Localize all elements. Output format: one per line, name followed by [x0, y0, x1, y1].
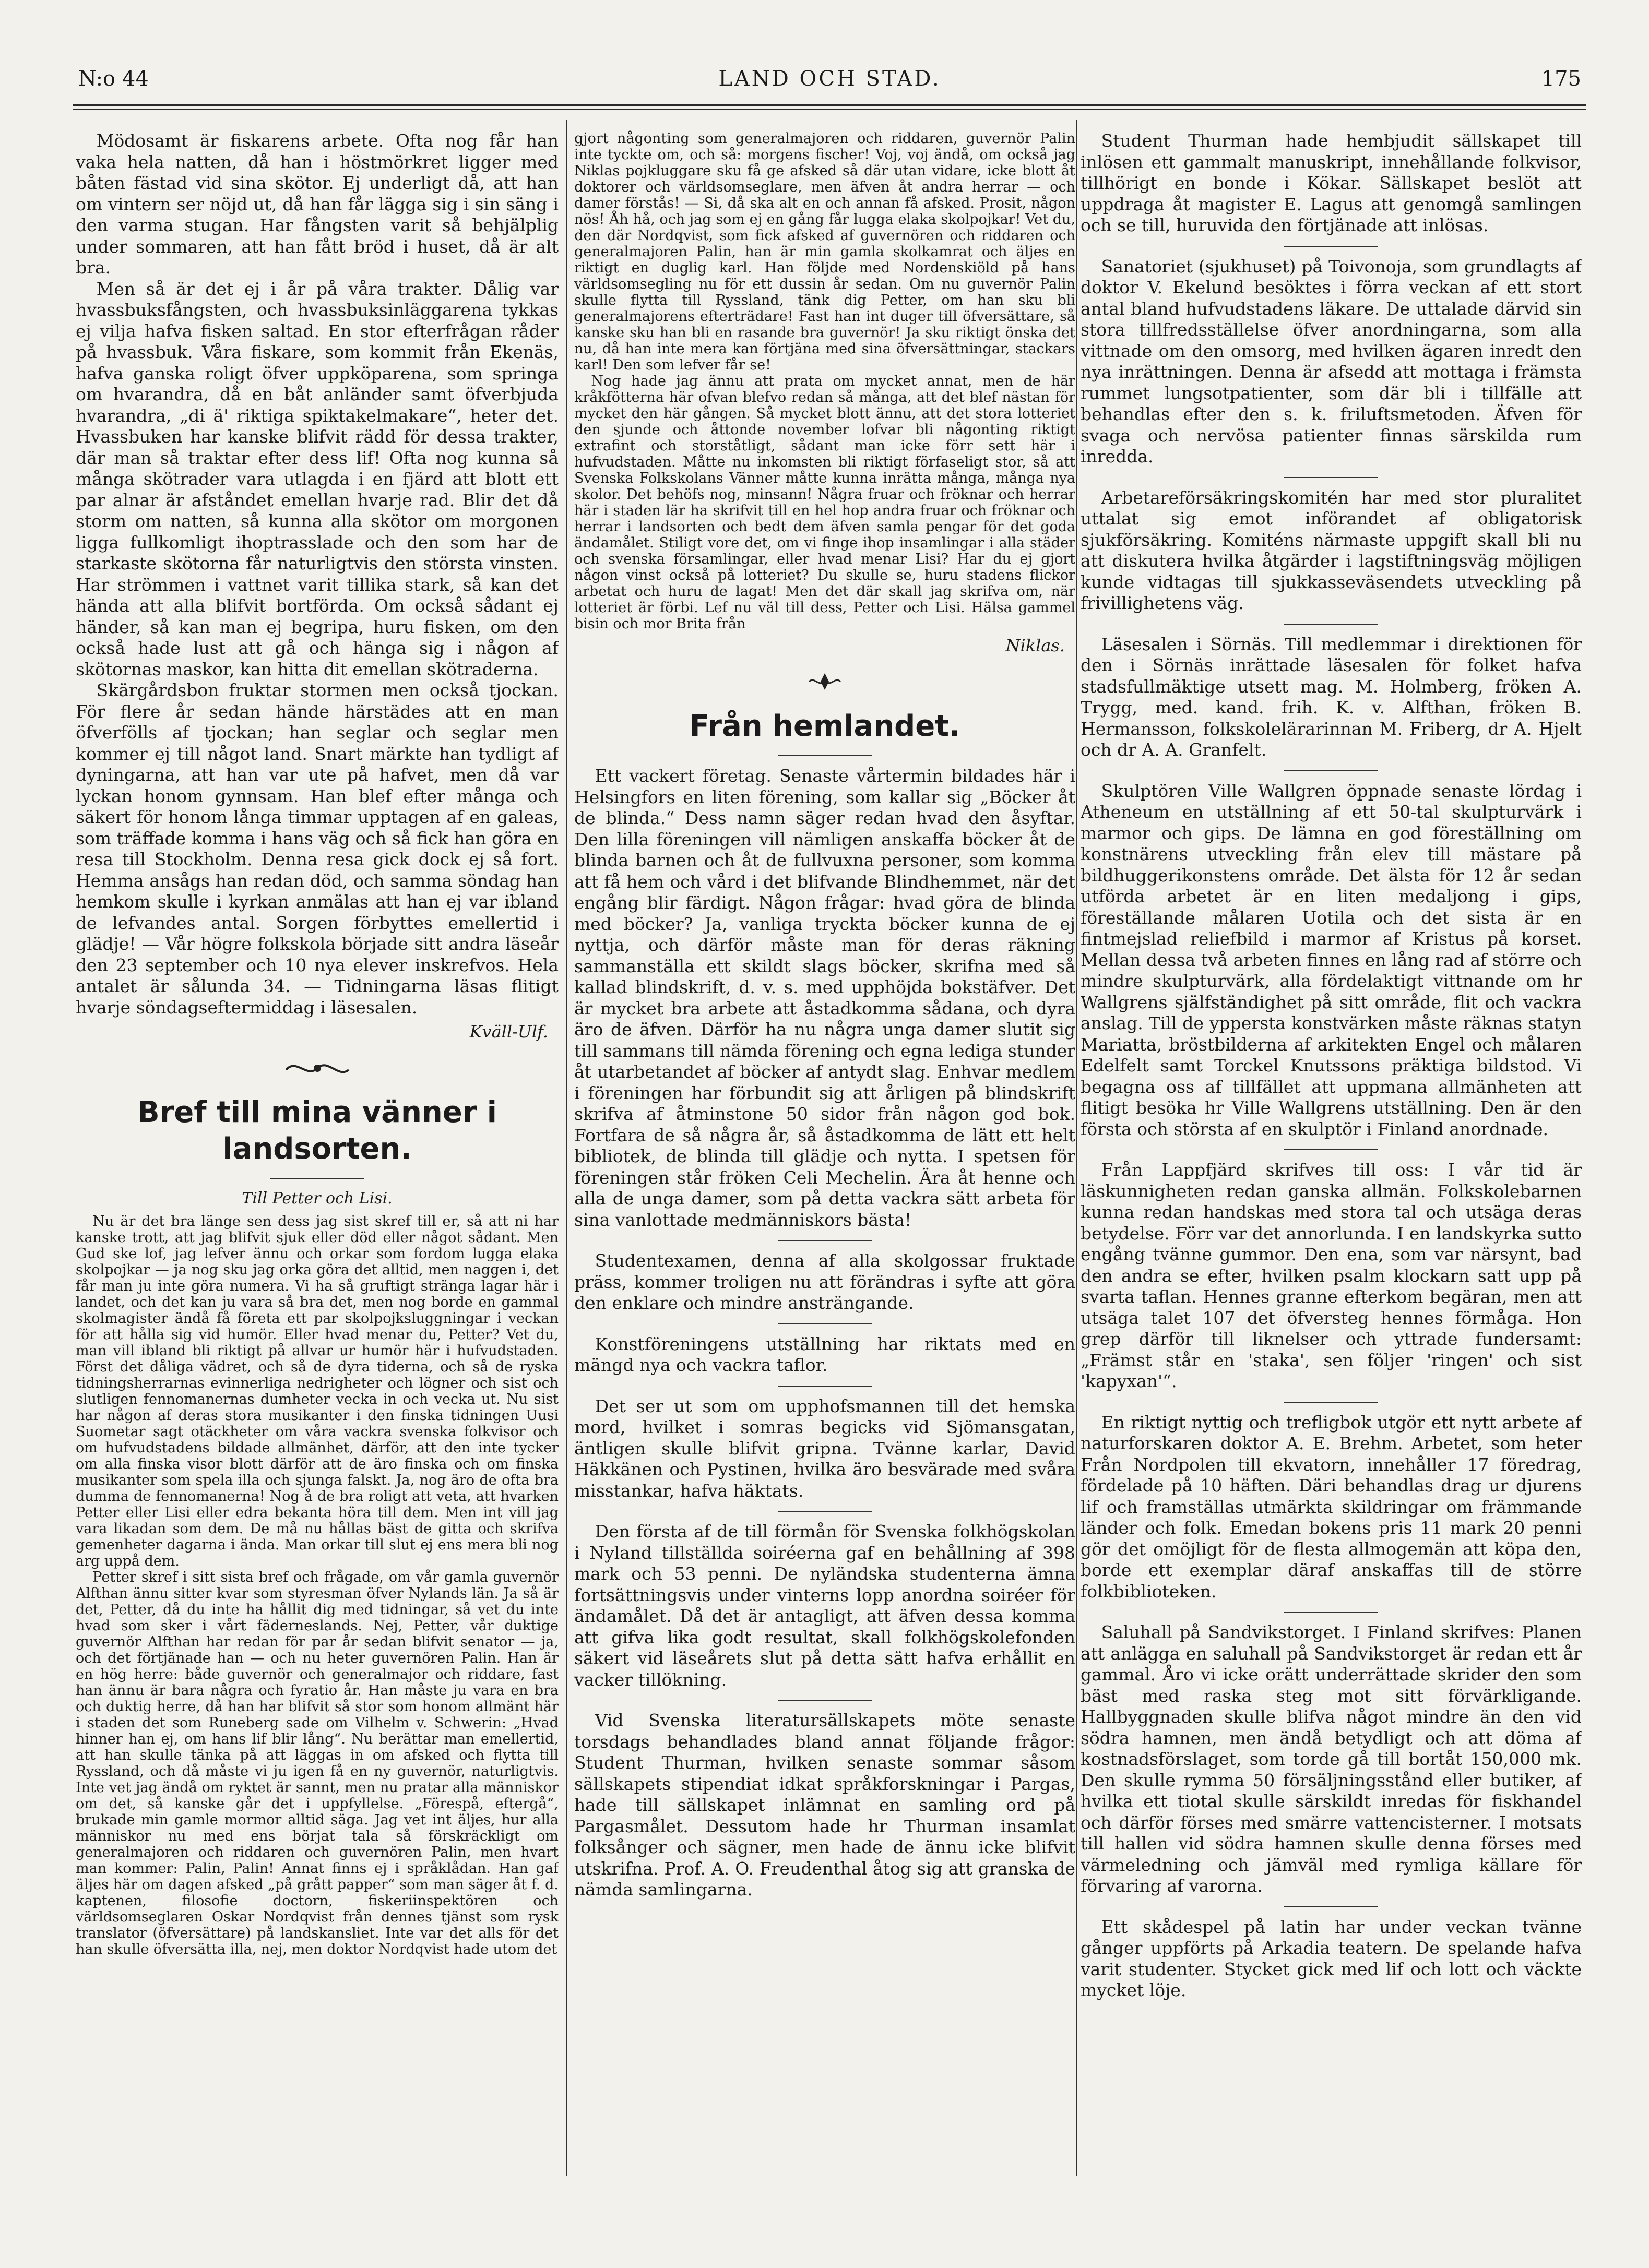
header-rule-bottom: [73, 109, 1586, 110]
news-separator: [778, 1700, 872, 1701]
floral-ornament-icon: [804, 669, 846, 695]
news-separator: [1284, 1906, 1378, 1907]
signature-kvall-ulf: Kväll-Ulf.: [469, 1022, 548, 1042]
news-lasesalen-sornas: Läsesalen i Sörnäs. Till medlemmar i direktionen för den i Sörnäs inrättade läsesalen för folket hafva stadsfullmäktige utsett mag. M. Holmberg, fröken A. Trygg, med. kand. frih. K. v. Alfthan, fröken B. Hermansson, folkskolelärarinnan M. Friberg, dr A. Hjelt och dr A. A. Granfelt.: [1081, 634, 1582, 760]
news-arbetareforsakring: Arbetareförsäkringskomitén har med stor pluralitet uttalat sig emot införandet af obligatorisk sjukförsäkring. Komiténs närmaste uppgift skall bli nu att diskutera hvilka åtgärder i lagstiftningsväg möjligen kunde vidtagas till sjukkasseväsendets utveckling på frivillighetens väg.: [1081, 487, 1582, 613]
newspaper-title: LAND OCH STAD.: [718, 67, 941, 91]
letter-paragraph-2: Petter skref i sitt sista bref och frågade, om vår gamla guvernör Alfthan ännu sitter kvar som styresman öfver Nylands län. Ja så är det, Petter, då du inte ha hållit dig med tidningar, så vet du inte hvad som sker i vårt fäderneslands. Nej, Petter, vår duktige guvernör Alfthan har redan för par år sedan blifvit senator — ja, och det förtjänade han — och nu heter guvernören Palin. Han är en hög herre: både guvernör och generalmajor och riddare, fast han ännu är bara några och fyratio år. Han måste ju vara en bra och duktig herre, då han har blifvit så stor som honom allmänt här i staden det som Runeberg sade om Vilhelm v. Schwerin: „Hvad hinner han ej, om hans lif blir lång“. Nu berättar man emellertid, att han skulle tänka på att läggas in om afsked och flytta till Ryssland, och då måste vi ju igen få en ny guvernör, naturligtvis. Inte vet jag ändå om ryktet är sannt, men nu pratar alla människor om det, så kanske går det i uppfyllelse. „Förespå, eftergå“, brukade min gamle mormor alltid säga. Jag vet int äljes, hur alla människor nu med ens börjat tala så förskräckligt om generalmajoren och riddaren och guvernören Palin, men hvart man kommer: Palin, Palin! Annat finns ej i språklådan. Han gaf äljes här om dagen afsked „på grått papper“ som man säger åt f. d. kaptenen, filosofie doctorn, fiskeriinspektören och världsomseglaren Oskar Nordqvist från dennes tjänst som rysk translator (öfversättare) på landskansliet. Inte var det alls för det han skulle öfversätta illa, nej, men doktor Nordqvist hade utom det: [76, 1569, 559, 1957]
flourish-icon: [281, 1055, 354, 1081]
issue-number: N:o 44: [78, 67, 149, 91]
column-right: [1081, 130, 1582, 2202]
news-ett-vackert-foretag: Ett vackert företag. Senaste vårtermin bildades här i Helsingfors en liten förening, som kallar sig „Böcker åt de blinda.“ Dess namn säger redan hvad den åsyftar. Den lilla föreningen vill nämligen anskaffa böcker åt de blinda barnen och åt de fullvuxna personer, som komma att få hem och vård i det blifvande Blindhemmet, när det engång blir färdigt. Någon frågar: hvad göra de blinda med böcker? Ja, vanliga tryckta böcker kunna de ej nyttja, och därför måste man för deras räkning sammanställa ett skildt slags böcker, skrifna med så kallad blindskrift, d. v. s. med upphöjda bokstäfver. Det är mycket bra arbete att åstadkomma sådana, och dyra äro de äfven. Därför ha nu några unga damer slutit sig till sammans till nämda förening och egna lediga stunder åt utarbetandet af böcker af antydt slag. Enhvar medlem i föreningen har förbundit sig att årligen på blindskrift skrifva af åtminstone 50 sidor från någon god bok. Fortfara de så några år, så åstadkomma de lätt ett helt bibliotek, de blinda till glädje och nytta. I spetsen för föreningen står fröken Celi Mechelin. Ära åt henne och alla de unga damer, som på detta vackra sätt arbeta för sina vanlottade medmänniskors bästa!: [574, 766, 1075, 1230]
news-separator: [778, 1511, 872, 1512]
column-middle: [574, 130, 1075, 2202]
section-rule: [270, 1178, 364, 1179]
news-thurman-manuskript: Student Thurman hade hembjudit sällskapet till inlösen ett gammalt manuskript, innehållande folkvisor, tillhörigt en bonde i Kökar. Sällskapet beslöt att uppdraga åt magister E. Lagus att genomgå samlingen och se till, huruvida den förtjänadе att inlösas.: [1081, 130, 1582, 235]
fisherman-paragraph-1: Mödosamt är fiskarens arbete. Ofta nog får han vaka hela natten, då han i höstmörkret ligger med båten fästad vid sina skötor. Ej underligt då, att han om vintern ser nöjd ut, då han får lägga sig i sin säng i den varma stugan. Har fångsten varit så behjälplig under sommaren, att han fått bröd i huset, då är alt bra.: [76, 130, 559, 278]
section-heading-fran-hemlandet: Från hemlandet.: [689, 709, 960, 743]
news-konstforeningen: Konstföreningens utställning har riktats med en mängd nya och vackra taflor.: [574, 1333, 1075, 1375]
column-divider-right: [1076, 120, 1077, 2176]
letter-continued-2: Nog hade jag ännu att prata om mycket annat, men de här kråkfötterna här ofvan blefvo redan så många, att det blef nästan för mycket den här gången. Så mycket blott ännu, att det stora lotteriet den sjunde och åttonde november lofvar bli någonting riktigt extrafint och storståtligt, sådant man icke förr sett här i hufvudstaden. Måtte nu inkomsten bli riktigt förfaseligt stor, så att Svenska Folkskolans Vänner måtte kunna inrätta många, många nya skolor. Det behöfs nog, minsann! Några fruar och fröknar och herrar här i staden lär ha skrifvit till en hel hop andra fruar och fröknar och herrar i landsorten och bedt dem äfven samla pengar för det goda ändamålet. Stiligt vore det, om vi finge ihop insamlingar i alla städer och svenska församlingar, eller hvad menar Lisi? Har du ej gjort någon vinst också på lotteriet? Du skulle se, huru stadens flickor arbetat och huru de lagat! Men det där skall jag skrifva om, när lotteriet är förbi. Lef nu väl till dess, Petter och Lisi. Hälsa gammel bisin och mor Brita från: [574, 373, 1075, 632]
news-separator: [1284, 477, 1378, 478]
ornament-divider-icon: [574, 666, 1075, 703]
news-separator: [1284, 1149, 1378, 1150]
news-separator: [1284, 770, 1378, 771]
fisherman-paragraph-2: Men så är det ej i år på våra trakter. Dålig var hvassbuksfångsten, och hvassbuksinläggarena tykkas ej vilja hafva fisken saltad. En stor efterfrågan råder på hvassbuk. Våra fiskare, som kommit från Ekenäs, hafva ganska roligt öfver uppköparena, som springa om hvarandra, då en båt anländer samt öfverbjuda hvarandra, „di ä' riktiga spiktakelmakare“, heter det. Hvassbuken har kanske blifvit rädd för dessa trakter, där man så traktar efter dess lif! Ofta nog kunna så många skötrader vara utlagda i en fjärd att blott ett par alnar är afståndet emellan hvarje rad. Blir det då storm om natten, så kunna alla skötor om morgonen ligga fullkomligt ihoptrasslade och den som har de starkaste skötorna får naturligtvis den största vinsten. Har strömmen i vattnet varit tillika stark, så kan det hända att alla blifvit bortförda. Om också sådant ej händer, så kan man ej begripa, huru fisken, om den också hade lust att gå och hänga sig i någon af skötornas maskor, kan hitta dit emellan skötraderna.: [76, 278, 559, 679]
news-brehm-bok: En riktigt nyttig och trefligbok utgör ett nytt arbete af naturforskaren doktor A. E. Brehm. Arbetet, som heter Från Nordpolen till ekvatorn, innehåller 17 föredrag, fördelade på 10 häften. Däri behandlas drag ur djurens lif och framställas utmärkta skildringar om främmande länder och folk. Emedan bokens pris 11 mark 20 penni gör det omöjligt för de flesta allmogemän att köpa den, borde ett exemplar däraf anskaffas till de större folkbiblioteken.: [1081, 1412, 1582, 1602]
news-studentexamen: Studentexamen, denna af alla skolgossar fruktade präss, kommer troligen nu att förändras i syfte att göra den enklare och mindre ansträngande.: [574, 1250, 1075, 1313]
news-separator: [778, 1386, 872, 1387]
news-wallgren: Skulptören Ville Wallgren öppnade senaste lördag i Atheneum en utställning af ett 50-tal skulpturvärk i marmor och gips. De lämna en god föreställning om konstnärens utveckling från elev till mästare på bildhuggerikonstens område. Det älsta för 12 år sedan utförda arbetet är en liten medaljong i gips, föreställande målaren Uotila och det sista är en fintmejslad reliefbild i marmor af Kristus på korset. Mellan dessa två arbeten finnes en lång rad af större och mindre skulpturvärk, alla fördelaktigt vittnande om hr Wallgrens själfständighet på sitt område, flit och vackra anslag. Till de yppersta konstvärken måste räknas statyn Mariatta, bröstbilderna af arkitekten Engel och målaren Edelfelt samt Torckel Knutssons präktiga bildstod. Vi begagna oss af tillfället att uppmana allmänheten att flitigt besöka hr Ville Wallgrens utställning. Den är den första och största af en skulptör i Finland anordnade.: [1081, 780, 1582, 1139]
news-sanatoriet: Sanatoriet (sjukhuset) på Toivonoja, som grundlagts af doktor V. Ekelund besöktes i förra veckan af ett stort antal bland hufvudstadens läkare. De uttalade därvid sin stora tillfredsställelse öfver anordningarna, som alla vittnade om den omsorg, med hvilken ägaren inredt den nya inrättningen. Denna är afsedd att mottaga i främsta rummet lungsotpatienter, som där bli i tillfälle att behandlas efter den s. k. friluftsmetoden. Äfven för svaga och nervösa patienter finnas särskilda rum inredda.: [1081, 256, 1582, 467]
news-separator: [1284, 1612, 1378, 1613]
news-separator: [778, 1323, 872, 1324]
news-literatursallskapet: Vid Svenska literatursällskapets möte senaste torsdags behandlades bland annat följande frågor: Student Thurman, hvilken senaste sommar såsom sällskapets stipendiat idkat språkforskningar i Pargas, hade till sällskapet inlämnat en samling ord på Pargasmålet. Dessutom hade hr Thurman insamlat folksånger och sägner, men hade de ännu icke blifvit utskrifna. Prof. A. O. Freudenthal åtog sig att granska de nämda samlingarna.: [574, 1710, 1075, 1900]
page-number: 175: [1541, 67, 1581, 91]
news-folkhogskolan: Den första af de till förmån för Svenska folkhögskolan i Nyland tillställda soiréerna gaf en behållning af 398 mark och 53 penni. De nyländska studenterna ämna fortsättningsvis under vinterns lopp anordna soiréer för ändamålet. Då det är antagligt, att äfven dessa komma att gifva lika godt resultat, skall folkhögskolefonden säkert vid läseårets slut på detta sätt hafva erhållit en vacker tillökning.: [574, 1521, 1075, 1690]
section-rule: [778, 755, 872, 756]
news-separator: [1284, 246, 1378, 247]
news-skadespel-latin: Ett skådespel på latin har under veckan tvänne gånger uppförts på Arkadia teatern. De spelande hafva varit studenter. Stycket gick med lif och lott och väckte mycket löje.: [1081, 1916, 1582, 2000]
news-separator: [1284, 1402, 1378, 1403]
header-rule-top: [73, 104, 1586, 106]
news-saluhall: Saluhall på Sandvikstorget. I Finland skrifves: Planen att anlägga en saluhall på Sandvikstorget är redan ett år gammal. Åro vi icke orätt underrättade skrider den som bäst med raska steg mot sitt förvärkligande. Hallbyggnaden skulle blifva något mindre än den vid södra hamnen, men ändå betydligt och att döma af kostnadsförslaget, som torde gå till bortåt 150,000 mk. Den skulle rymma 50 försäljningsstånd eller butiker, af hvilka ett tiotal skulle särskildt inredas för fiskhandel och därför förses med smärre vattencisterner. I motsats till hallen vid södra hamnen skulle denna förses med värmeledning och jämväl med rymliga källare för förvaring af varorna.: [1081, 1622, 1582, 1896]
news-mord: Det ser ut som om upphofsmannen till det hemska mord, hvilket i somras begicks vid Sjömansgatan, äntligen skulle blifvit gripna. Tvänne karlar, David Häkkänen och Pystinen, hvilka äro besvärade med svåra misstankar, hafva häktats.: [574, 1395, 1075, 1501]
column-left: [76, 130, 559, 2202]
letter-continued-1: gjort någonting som generalmajoren och riddaren, guvernör Palin inte tyckte om, och så: morgens fischer! Voj, voj ändå, om också jag Niklas pojkluggare sku få ge afsked så där utan vidare, icke blott åt doktorer och världsomseglare, men äfven åt andra herrar — och damer förstås! — Si, då ska alt en och annan få afsked. Prosit, någon nös! Åh hå, och jag som ej en gång får lugga elaka skolpojkar! Vet du, den där Nordqvist, som fick afsked af guvernören och riddaren och generalmajoren Palin, han är min gamla skolkamrat och äljes en riktigt en duglig karl. Han följde med Nordenskiöld på hans världsomsegling nu för ett dussin år sedan. Om nu guvernör Palin skulle flytta till Ryssland, tänk dig Petter, om han sku bli generalmajorens efterträdare! Fast han int duger till öfversättare, så kanske sku han bli en rasande bra guvernör! Ja sku riktigt önska det nu, då han inte mera kan förtjäna med sina öfversättningar, stackars karl! Den som lefver får se!: [574, 130, 1075, 373]
signature-niklas: Niklas.: [1005, 636, 1065, 655]
fisherman-paragraph-3: Skärgårdsbon fruktar stormen men också tjockan. För flere år sedan hände härstädes att en man öfverfölls af tjockan; han seglar och seglar men kommer ej till något land. Snart märkte han tydligt af dyningarna, att han var ute på hafvet, men då var lyckan honom gynnsam. Han blef efter många och säkert för honom långa timmar upptagen af en galeas, som träffade komma i hans väg och så fick han göra en resa till Stockholm. Denna resa gick dock ej så fort. Hemma ansågs han redan död, och samma söndag han hemkom skulle i kyrkan anmälas att han ej var ibland de lefvandes antal. Sorgen förbyttes emellertid i glädje! — Vår högre folkskola började sitt andra läseår den 23 september och 10 nya elever inskrefvos. Hela antalet är sålunda 34. — Tidningarna läsas flitigt hvarje söndagseftermiddag i läsesalen.: [76, 680, 559, 1018]
page-header: [78, 67, 1581, 98]
column-divider-left: [566, 120, 567, 2176]
news-separator: [778, 1240, 872, 1241]
letter-salutation: Till Petter och Lisi.: [242, 1189, 393, 1208]
news-lappfjard: Från Lappfjärd skrifves till oss: I vår tid är läskunnigheten redan ganska allmän. Folkskolebarnen kunna redan handskas med stora tal och utsäga deras betydelse. Förr var det annorlunda. I en landskyrka sutto engång tvänne gummor. Den ena, som var närsynt, bad den andra se efter, hvilken psalm klockarn satt upp på svarta taflan. Hennes granne efterkom begäran, men att utsäga talet 107 det öfversteg hennes förmåga. Hon grep därför till liknelser och yttrade fundersamt: „Främst står en 'staka', sen följer 'ringen' och sist 'kapyxan'“.: [1081, 1160, 1582, 1391]
ornament-divider-icon: [76, 1053, 559, 1089]
section-heading-bref: Bref till mina vänner i landsorten.: [137, 1095, 497, 1166]
letter-paragraph-1: Nu är det bra länge sen dess jag sist skref till er, så att ni har kanske trott, att jag blifvit sjuk eller död eller något sådant. Men Gud ske lof, jag lefver ännu och orkar som fordom lugga elaka skolpojkar — ja nog sku jag orka göra det alltid, men naggen i, det får man ju inte göra numera. Vi ha så gruftigt stränga lagar här i landet, och det kan ju vara så bra det, men nog borde en gammal skolmagister ändå få företa ett par skolpojksluggningar i veckan för att hålla sig vid humör. Eller hvad menar du, Petter? Vet du, man vill ibland bli riktigt på allvar ur humör här i hufvudstaden. Först det dåliga vädret, och så de dyra tiderna, och så de ryska tidningsherrarnas evinnerliga nedrigheter och lögner och sist och slutligen fennomanernas dumheter vecka in och vecka ut. Nu sist har någon af deras stora musikanter i den finska tidningen Uusi Suometar sagt otäckheter om våra vackra svenska folkvisor och om hufvudstadens bildade allmänhet, därför, att den inte tycker om alla finska visor blott därför att de äro finska och om finska musikanter som spela illa och sjunga falskt. Ja, nog äro de ofta bra dumma de fennomanerna! Nog å de bra roligt att veta, att hvarken Petter eller Lisi eller edra bekanta höra till dem. Men int vill jag vara likadan som dem. De må nu hållas bäst de gitta och skrifva gemenheter dagarna i ända. Man orkar till slut ej ens mera bli nog arg uppå dem.: [76, 1213, 559, 1569]
news-separator: [1284, 624, 1378, 625]
